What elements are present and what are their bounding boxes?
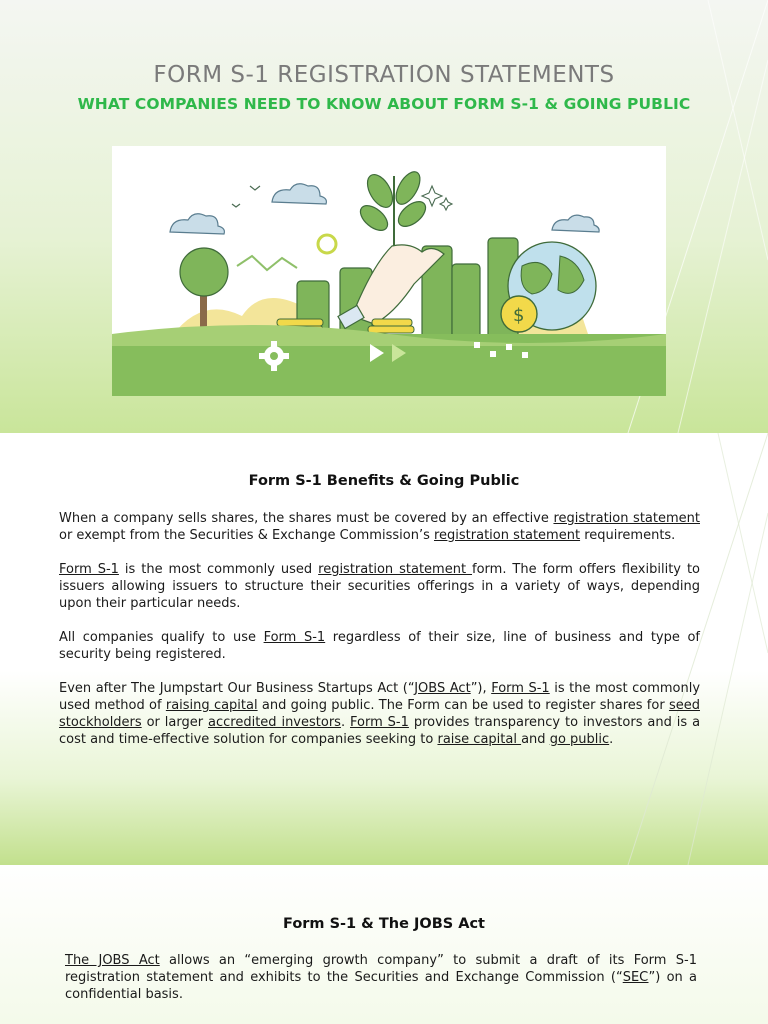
link-form-s1[interactable]: Form S-1 bbox=[263, 630, 326, 645]
page-subtitle: WHAT COMPANIES NEED TO KNOW ABOUT FORM S-1 & GOING PUBLIC bbox=[77, 95, 691, 113]
link-form-s1[interactable]: Form S-1 bbox=[59, 562, 119, 577]
section-heading-benefits: Form S-1 Benefits & Going Public bbox=[248, 473, 520, 489]
text-run: When a company sells shares, the shares must be covered by an effective bbox=[59, 511, 554, 526]
paragraph bbox=[59, 629, 700, 663]
text-run: and going public. The Form can be used to register shares for bbox=[257, 698, 669, 713]
text-run: Even after The Jumpstart Our Business Startups Act (“J bbox=[59, 681, 419, 696]
link-sec[interactable]: SEC bbox=[622, 970, 649, 985]
text-run: or larger bbox=[141, 715, 209, 730]
link-form-s1[interactable]: Form S-1 bbox=[491, 681, 550, 696]
page-title: FORM S-1 REGISTRATION STATEMENTS bbox=[153, 62, 615, 88]
link-form-s1[interactable]: Form S-1 bbox=[350, 715, 409, 730]
sustainable-growth-icon bbox=[112, 146, 666, 396]
link-raise-capital[interactable]: raise capital bbox=[437, 732, 522, 747]
growth-illustration bbox=[112, 146, 666, 396]
link-jobs-act[interactable]: OBS Act bbox=[418, 681, 471, 696]
dollar-coin-symbol: $ bbox=[513, 305, 525, 326]
text-run: and bbox=[521, 732, 550, 747]
paragraph bbox=[59, 561, 700, 612]
link-registration-statement[interactable]: registration statement bbox=[433, 528, 581, 543]
paragraph bbox=[65, 952, 697, 1003]
text-run: is the most commonly used method of bbox=[59, 681, 701, 713]
text-run: . bbox=[609, 732, 614, 747]
paragraph bbox=[59, 510, 700, 544]
text-run: requirements. bbox=[580, 528, 676, 543]
link-registration-statement[interactable]: registration statement bbox=[553, 511, 700, 526]
link-go-public[interactable]: go public bbox=[549, 732, 610, 747]
jobs-act-body bbox=[65, 952, 697, 1020]
link-the-jobs-act[interactable]: The JOBS Act bbox=[65, 953, 160, 968]
benefits-body bbox=[59, 510, 700, 765]
link-registration-statement[interactable]: registration statement bbox=[318, 562, 473, 577]
paragraph bbox=[59, 680, 700, 748]
text-run: is the most commonly used bbox=[118, 562, 319, 577]
text-run: ”), bbox=[470, 681, 492, 696]
jobs-act-slide bbox=[0, 865, 768, 1024]
text-run: All companies qualify to use bbox=[59, 630, 264, 645]
link-seed-stockholders[interactable]: seed stockholders bbox=[59, 698, 700, 730]
text-run: regardless of their size, line of business and type of security being registered. bbox=[59, 630, 701, 662]
text-run: ”) on a confidential basis. bbox=[65, 970, 698, 1002]
text-run: form. The form offers flexibility to issuers allowing issuers to structure their securities offerings in a variety of ways, depending upon their particular needs. bbox=[59, 562, 700, 611]
link-accredited-investors[interactable]: accredited investors bbox=[208, 715, 341, 730]
text-run: allows an “emerging growth company” to submit a draft of its Form S-1 registration statement and exhibits to the Securities and Exchange Commission (“ bbox=[65, 953, 697, 985]
link-raising-capital[interactable]: raising capital bbox=[165, 698, 258, 713]
section-heading-jobs-act: Form S-1 & The JOBS Act bbox=[283, 916, 485, 932]
text-run: . bbox=[340, 715, 351, 730]
text-run: provides transparency to investors and is a cost and time-effective solution for companies seeking to bbox=[59, 715, 701, 747]
text-run: or exempt from the Securities & Exchange Commission’s bbox=[59, 528, 434, 543]
benefits-slide bbox=[0, 433, 768, 865]
title-slide bbox=[0, 0, 768, 433]
